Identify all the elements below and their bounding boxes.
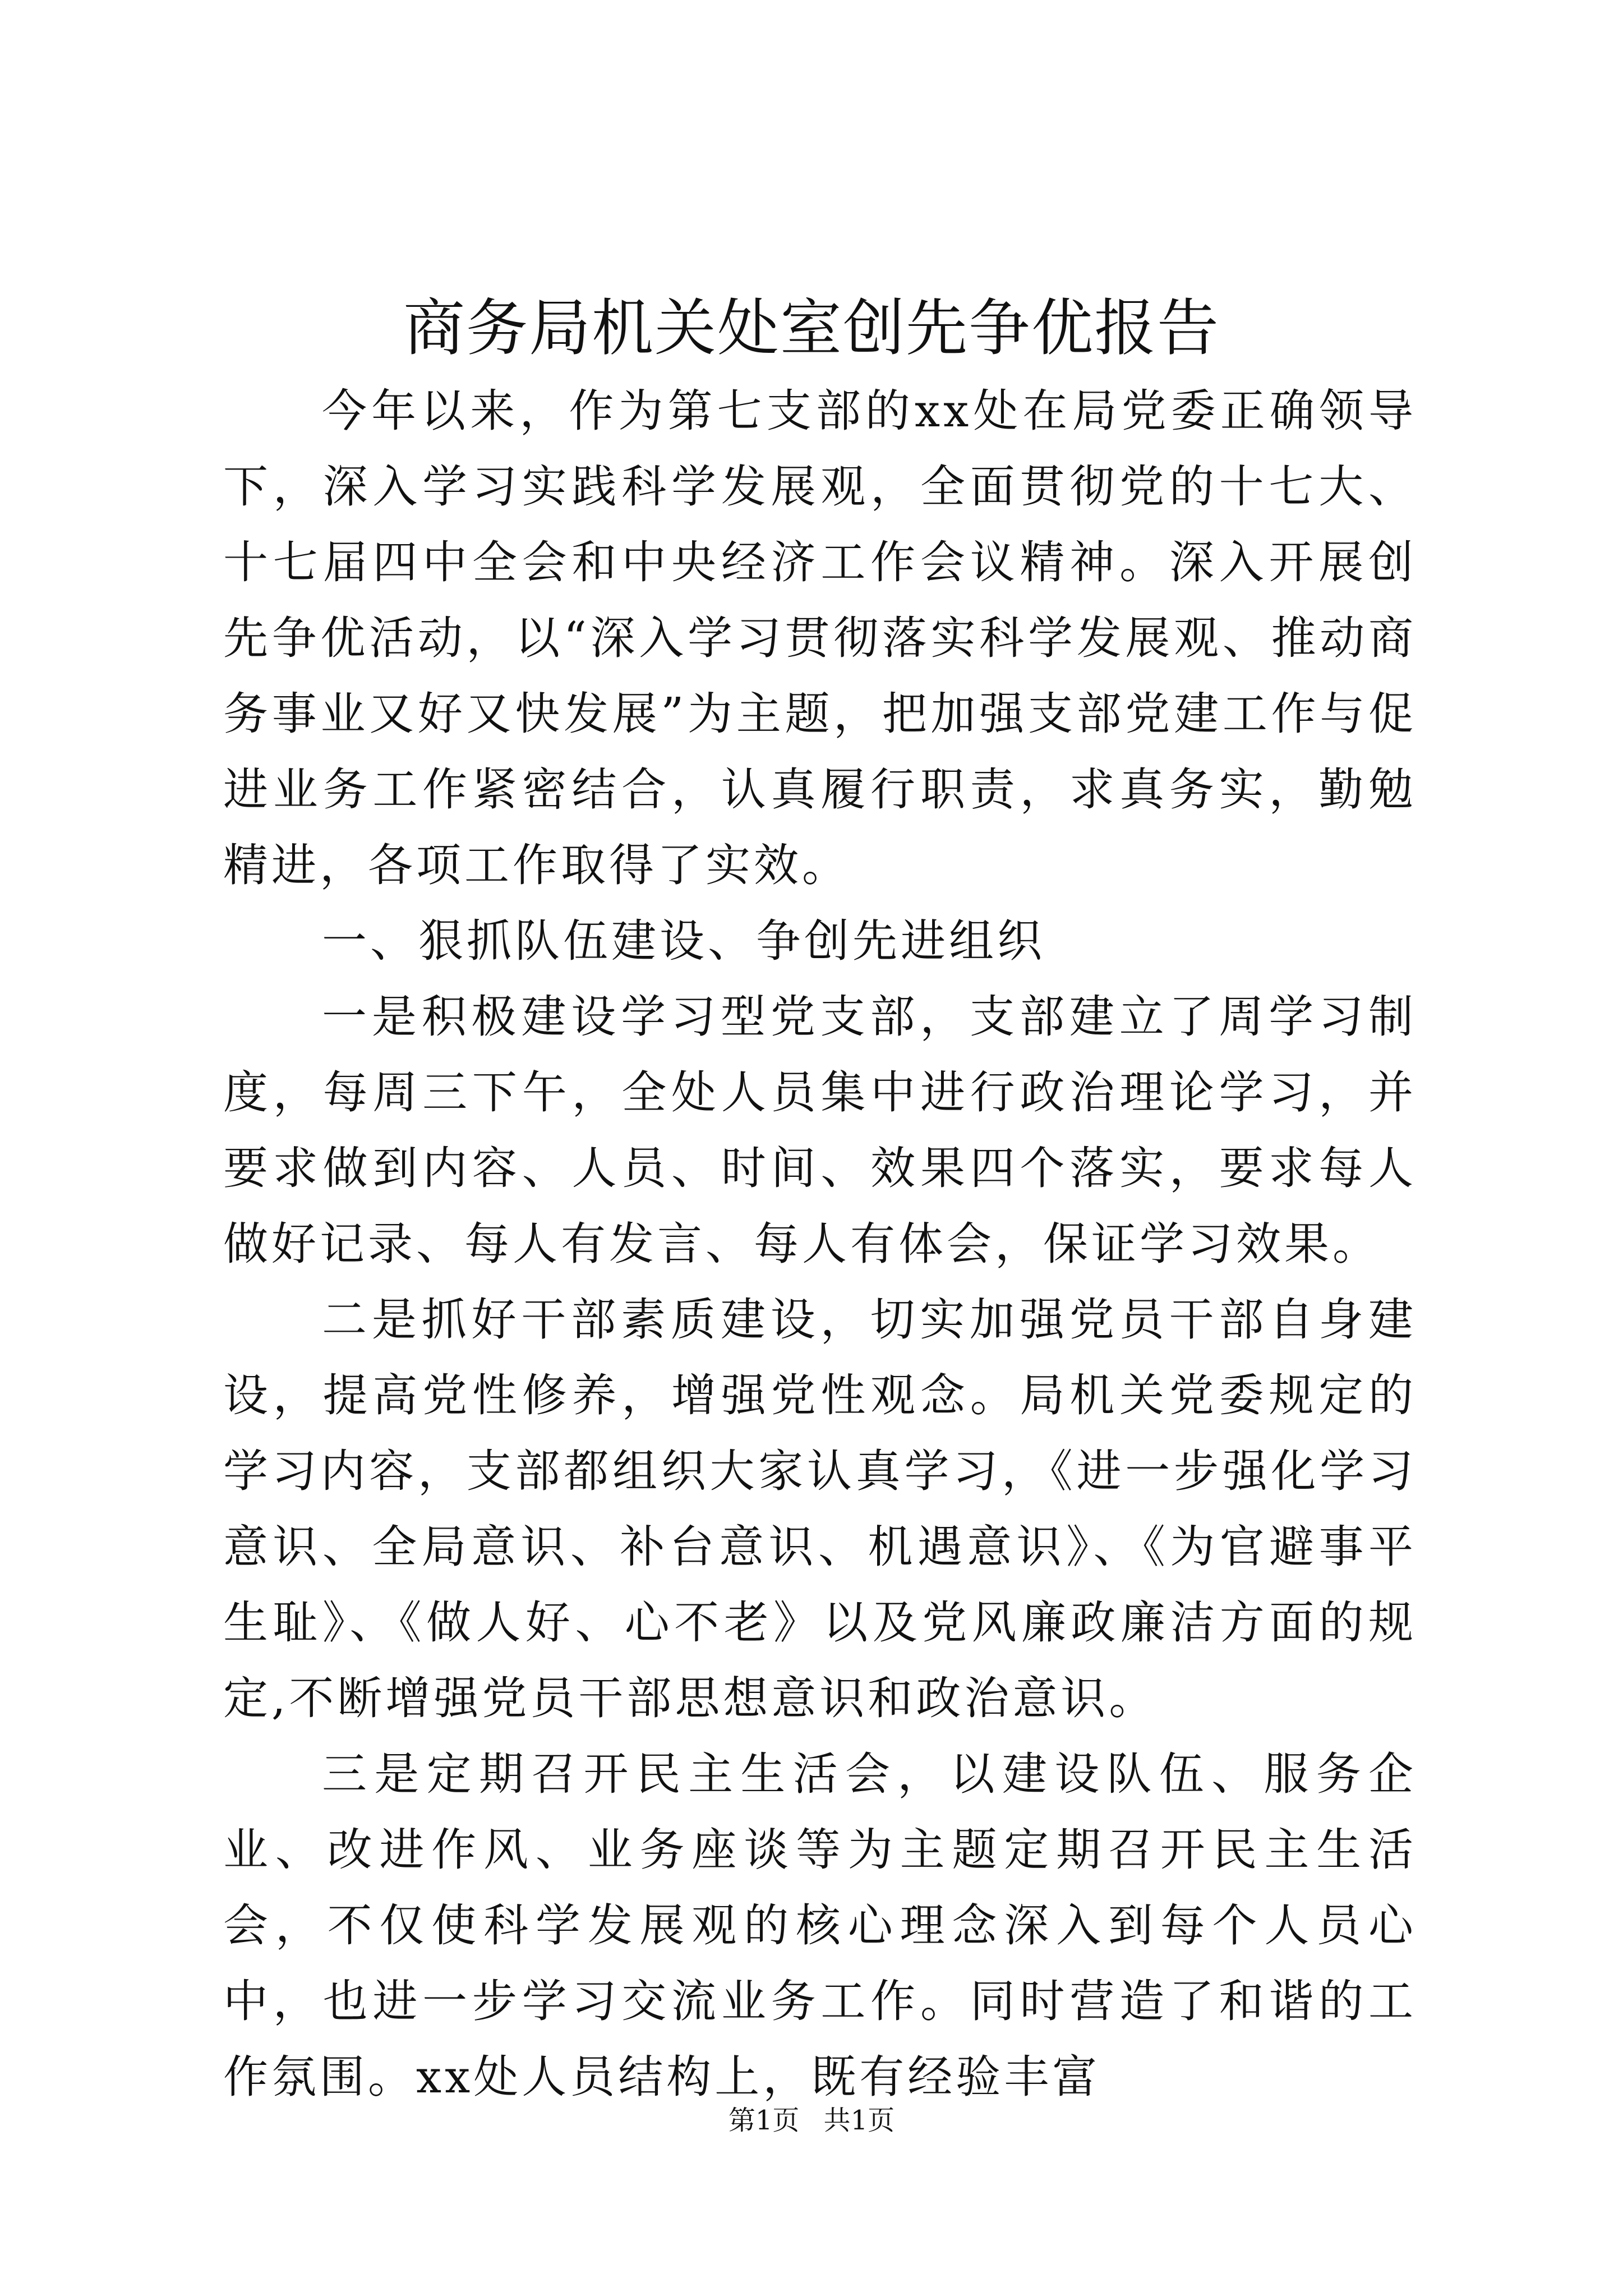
paragraph-intro: 今年以来，作为第七支部的xx处在局党委正确领导下，深入学习实践科学发展观，全面贯彻党的十七大、十七届四中全会和中央经济工作会议精神。深入开展创先争优活动，以“深入学习贯彻落实科学发展观、推动商务事业又好又快发展”为主题，把加强支部党建工作与促进业务工作紧密结合，认真履行职责，求真务实，勤勉精进，各项工作取得了实效。 (223, 385, 1417, 891)
paragraph-point-2: 二是抓好干部素质建设，切实加强党员干部自身建设，提高党性修养，增强党性观念。局机关党委规定的学习内容，支部都组织大家认真学习，《进一步强化学习意识、全局意识、补台意识、机遇意识》、《为官避事平生耻》、《做人好、心不老》以及党风廉政廉洁方面的规定,不断增强党员干部思想意识和政治意识。 (223, 1294, 1417, 1724)
paragraph-point-1: 一是积极建设学习型党支部，支部建立了周学习制度，每周三下午，全处人员集中进行政治理论学习，并要求做到内容、人员、时间、效果四个落实，要求每人做好记录、每人有发言、每人有体会，保证学习效果。 (223, 991, 1417, 1270)
document-body (223, 373, 1417, 2115)
section-heading-1: 一、狠抓队伍建设、争创先进组织 (322, 915, 1045, 967)
page-number-total: 共1页 (823, 2105, 895, 2136)
page-footer (0, 2104, 1623, 2137)
paragraph-point-3: 三是定期召开民主生活会，以建设队伍、服务企业、改进作风、业务座谈等为主题定期召开民主生活会，不仅使科学发展观的核心理念深入到每个人员心中，也进一步学习交流业务工作。同时营造了和谐的工作氛围。xx处人员结构上，既有经验丰富 (223, 1748, 1417, 2103)
document-title: 商务局机关处室创先争优报告 (403, 292, 1220, 364)
page-number-current: 第1页 (728, 2105, 800, 2136)
